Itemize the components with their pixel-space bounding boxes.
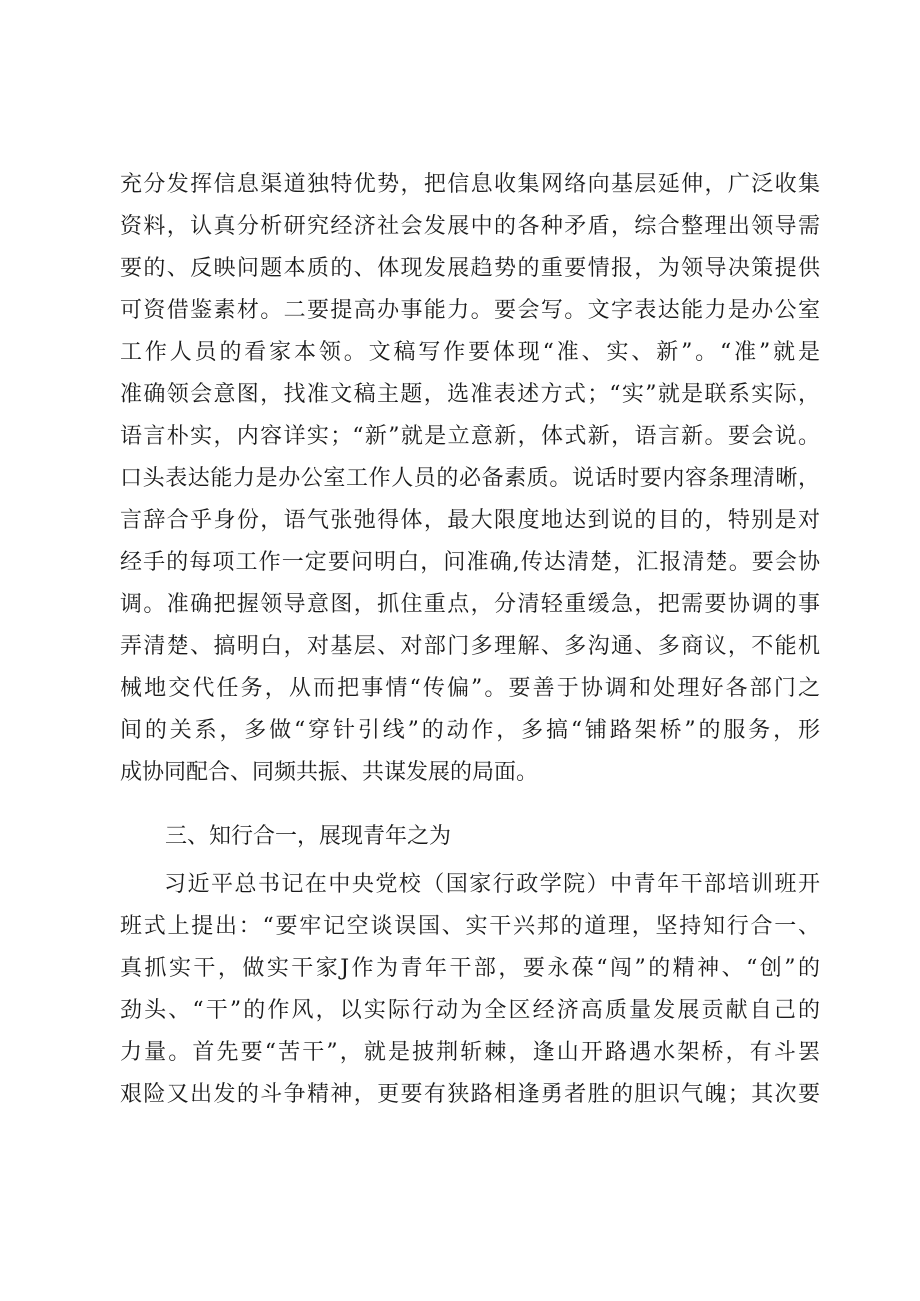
paragraph-1-line: 资料，认真分析研究经济社会发展中的各种矛盾，综合整理出领导需 (120, 214, 820, 239)
paragraph-1-line: 成协同配合、同频共振、共谋发展的局面。 (120, 760, 539, 785)
paragraph-2-line: 劲头、“干”的作风，以实际行动为全区经济高质量发展贡献自己的 (120, 998, 820, 1023)
paragraph-2 (120, 864, 820, 1116)
paragraph-1-line: 调。准确把握领导意图，抓住重点，分清轻重缓急，把需要协调的事 (120, 592, 820, 617)
paragraph-1-line: 语言朴实，内容详实；“新”就是立意新，体式新，语言新。要会说。 (120, 424, 820, 449)
paragraph-1-line: 械地交代任务，从而把事情“传偏”。要善于协调和处理好各部门之 (120, 676, 820, 701)
paragraph-1-line: 要的、反映问题本质的、体现发展趋势的重要情报，为领导决策提供 (120, 256, 820, 281)
paragraph-2-line: 艰险又出发的斗争精神，更要有狭路相逢勇者胜的胆识气魄；其次要 (120, 1082, 820, 1107)
paragraph-1-line: 可资借鉴素材。二要提高办事能力。要会写。文字表达能力是办公室 (120, 298, 820, 323)
paragraph-1-line: 准确领会意图，找准文稿主题，选准表述方式；“实”就是联系实际， (120, 382, 820, 407)
section-heading: 三、知行合一，展现青年之为 (165, 824, 452, 849)
paragraph-2-line: 习近平总书记在中央党校（国家行政学院）中青年干部培训班开 (164, 872, 820, 897)
paragraph-2-line: 力量。首先要“苦干”，就是披荆斩棘，逢山开路遇水架桥，有斗罢 (120, 1040, 820, 1065)
paragraph-1-line: 间的关系，多做“穿针引线”的动作，多搞“铺路架桥”的服务，形 (120, 718, 820, 743)
paragraph-2-line: 班式上提出：“要牢记空谈误国、实干兴邦的道理，坚持知行合一、 (120, 914, 820, 939)
paragraph-1-line: 弄清楚、搞明白，对基层、对部门多理解、多沟通、多商议，不能机 (120, 634, 820, 659)
paragraph-1-line: 充分发挥信息渠道独特优势，把信息收集网络向基层延伸，广泛收集 (120, 172, 820, 197)
paragraph-1-line: 工作人员的看家本领。文稿写作要体现“准、实、新”。“准”就是 (120, 340, 820, 365)
paragraph-1-line: 经手的每项工作一定要问明白，问准确,传达清楚，汇报清楚。要会协 (120, 550, 820, 575)
paragraph-1-line: 言辞合乎身份，语气张弛得体，最大限度地达到说的目的，特别是对 (120, 508, 820, 533)
paragraph-2-line: 真抓实干，做实干家J作为青年干部，要永葆“闯”的精神、“创”的 (120, 956, 820, 981)
paragraph-1 (120, 164, 820, 794)
paragraph-1-line: 口头表达能力是办公室工作人员的必备素质。说话时要内容条理清晰， (120, 466, 820, 491)
